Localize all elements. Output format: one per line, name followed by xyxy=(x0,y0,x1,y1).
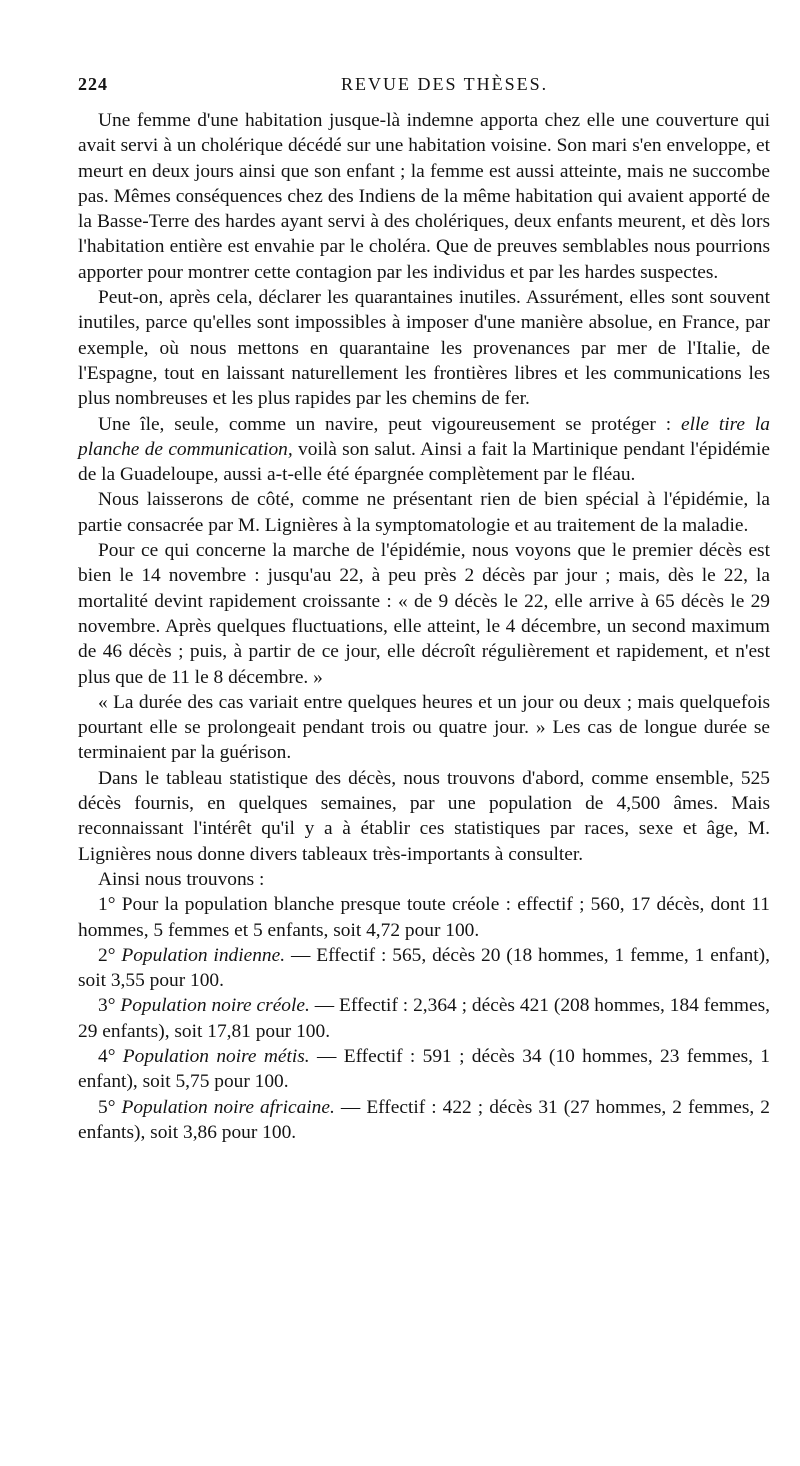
population-label: Pour la population blanche presque toute créole xyxy=(121,894,500,916)
document-page xyxy=(78,74,770,1145)
list-number: 4° xyxy=(98,1045,116,1067)
running-title: REVUE DES THÈSES. xyxy=(341,74,549,94)
population-label: Population indienne. xyxy=(121,944,286,966)
list-number: 1° xyxy=(98,894,116,916)
paragraph: Nous laisserons de côté, comme ne présentant rien de bien spécial à l'épidémie, la partie consacrée par M. Lignières à la symptomatologie et au traitement de la maladie. xyxy=(78,489,770,536)
text-run: voilà son salut. Ainsi a fait la Martinique pendant l'épidémie de la Guadeloupe, aussi a-t-elle été épargnée complètement par le fléau. xyxy=(78,438,770,486)
population-detail: : effectif ; 560, 17 décès, dont 11 hommes, 5 femmes et 5 enfants, soit 4,72 pour 100. xyxy=(78,894,770,941)
population-label: Population noire métis. xyxy=(122,1045,310,1067)
population-label: Population noire créole. xyxy=(120,995,310,1017)
page-header xyxy=(78,74,770,108)
list-number: 5° xyxy=(98,1096,116,1118)
list-number: 3° xyxy=(98,995,116,1017)
paragraph: « La durée des cas variait entre quelques heures et un jour ou deux ; mais quelquefois pourtant elle se prolongeait pendant trois ou quatre jour. » Les cas de longue durée se terminaient par la guérison. xyxy=(78,691,770,764)
paragraph: Peut-on, après cela, déclarer les quarantaines inutiles. Assurément, elles sont souvent inutiles, parce qu'elles sont impossibles à imposer d'une manière absolue, en France, par exemple, où nous mettons en quarantaine les provenances par mer de l'Italie, de l'Espagne, tout en laissant naturellement les frontières libres et les communications les plus nombreuses et les plus rapides par les chemins de fer. xyxy=(78,287,770,410)
paragraph: Dans le tableau statistique des décès, nous trouvons d'abord, comme ensemble, 525 décès fournis, en quelques semaines, par une population de 4,500 âmes. Mais reconnaissant l'intérêt qu'il y a à établir ces statistiques par races, sexe et âge, M. Lignières nous donne divers tableaux très-importants à consulter. xyxy=(78,767,770,865)
list-item xyxy=(78,943,770,994)
text-run: Une île, seule, comme un navire, peut vigoureusement se protéger : xyxy=(98,413,681,435)
italic-phrase: elle tire la planche de communication, xyxy=(78,413,770,460)
list-item xyxy=(78,993,770,1044)
list-number: 2° xyxy=(98,944,116,966)
population-label: Population noire africaine. xyxy=(121,1096,335,1118)
paragraph: Une femme d'une habitation jusque-là indemne apporta chez elle une couverture qui avait servi à un cholérique décédé sur une habitation voisine. Son mari s'en enveloppe, et meurt en deux jours ainsi que son enfant ; la femme est aussi atteinte, mais ne succombe pas. Mêmes conséquences chez des Indiens de la même habitation qui avaient apporté de la Basse-Terre des hardes ayant servi à des cholériques, deux enfants meurent, et dès lors l'habitation entière est envahie par le choléra. Que de preuves semblables nous pourrions apporter pour montrer cette contagion par les individus et par les hardes suspectes. xyxy=(78,110,770,283)
population-detail: — Effectif : 2,364 ; décès 421 (208 hommes, 184 femmes, 29 enfants), soit 17,81 pour 100. xyxy=(78,995,770,1042)
population-detail: — Effectif : 565, décès 20 (18 hommes, 1 femme, 1 enfant), soit 3,55 pour 100. xyxy=(78,944,770,992)
list-item xyxy=(78,892,770,943)
paragraph xyxy=(78,412,770,488)
page-number: 224 xyxy=(78,74,108,94)
population-detail: — Effectif : 591 ; décès 34 (10 hommes, 23 femmes, 1 enfant), soit 5,75 pour 100. xyxy=(78,1045,770,1093)
paragraph: Pour ce qui concerne la marche de l'épidémie, nous voyons que le premier décès est bien le 14 novembre : jusqu'au 22, à peu près 2 décès par jour ; mais, dès le 22, la mortalité devint rapidement croissante : « de 9 décès le 22, elle arrive à 65 décès le 29 novembre. Après quelques fluctuations, elle atteint, le 4 décembre, un second maximum de 46 décès ; puis, à partir de ce jour, elle décroît régulièrement et rapidement, et n'est plus que de 11 le 8 décembre. » xyxy=(78,540,770,688)
population-detail: — Effectif : 422 ; décès 31 (27 hommes, 2 femmes, 2 enfants), soit 3,86 pour 100. xyxy=(78,1096,770,1143)
body-text xyxy=(78,108,770,1145)
list-item xyxy=(78,1044,770,1095)
paragraph: Ainsi nous trouvons : xyxy=(98,868,265,890)
list-item xyxy=(78,1095,770,1146)
